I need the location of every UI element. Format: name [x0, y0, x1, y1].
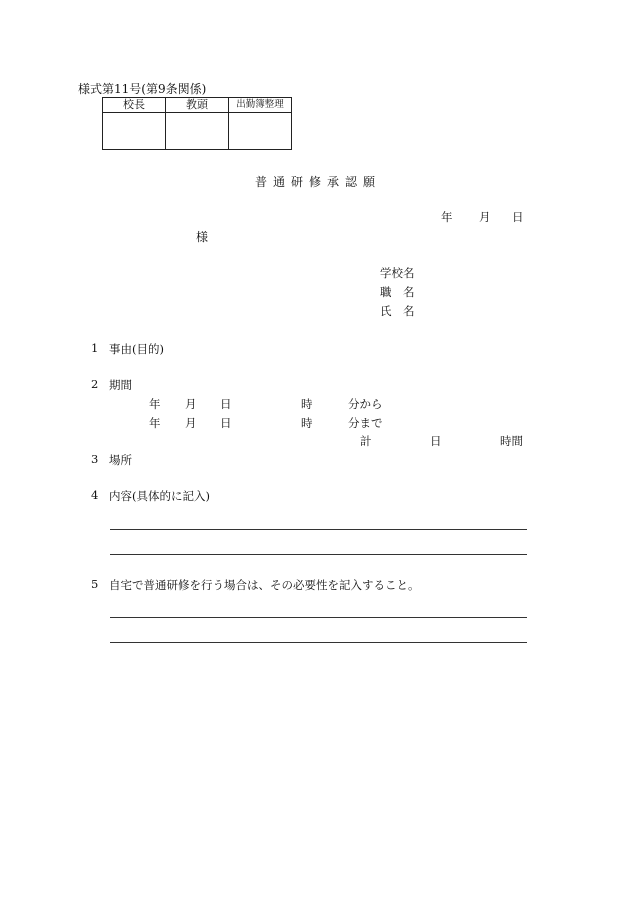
- school-name-label: 学校名: [380, 266, 415, 280]
- document-title: 普通研修承認願: [255, 175, 382, 189]
- position-label: 職 名: [380, 285, 415, 299]
- item-label: 自宅で普通研修を行う場合は、その必要性を記入すること。: [109, 578, 420, 592]
- period-to-day: 日: [220, 416, 232, 430]
- period-to-year: 年: [149, 416, 161, 430]
- period-to-month: 月: [185, 416, 197, 430]
- period-to-minute: 分まで: [348, 416, 383, 430]
- item-number: 4: [91, 488, 99, 502]
- period-from-day: 日: [220, 397, 232, 411]
- period-to-hour: 時: [301, 416, 313, 430]
- period-from-year: 年: [149, 397, 161, 411]
- form-number: 様式第11号(第9条関係): [78, 82, 207, 96]
- period-total-label: 計: [360, 434, 372, 448]
- approval-header-vice-principal: 教頭: [166, 98, 229, 113]
- date-year-label: 年: [441, 210, 453, 224]
- date-month-label: 月: [479, 210, 491, 224]
- addressee-suffix: 様: [196, 230, 209, 244]
- item-label: 場所: [109, 453, 132, 467]
- item-number: 2: [91, 377, 99, 391]
- item-label: 内容(具体的に記入): [109, 489, 210, 503]
- period-total-day: 日: [430, 434, 442, 448]
- content-entry-line[interactable]: [110, 554, 527, 555]
- applicant-name-label: 氏 名: [380, 304, 415, 318]
- period-total-hours: 時間: [500, 434, 523, 448]
- item-number: 3: [91, 452, 99, 466]
- approval-stamp-table: [102, 97, 292, 150]
- approval-header-principal: 校長: [103, 98, 166, 113]
- approval-stamp-cell-principal[interactable]: [103, 113, 166, 150]
- approval-stamp-cell-vice-principal[interactable]: [166, 113, 229, 150]
- item-label: 期間: [109, 378, 132, 392]
- item-label: 事由(目的): [109, 342, 164, 356]
- period-from-month: 月: [185, 397, 197, 411]
- period-from-minute: 分から: [348, 397, 383, 411]
- period-from-hour: 時: [301, 397, 313, 411]
- date-day-label: 日: [512, 210, 524, 224]
- home-training-entry-line[interactable]: [110, 617, 527, 618]
- approval-stamp-cell-attendance[interactable]: [229, 113, 292, 150]
- item-number: 5: [91, 577, 99, 591]
- approval-header-attendance: 出勤簿整理: [229, 98, 292, 113]
- item-number: 1: [91, 341, 99, 355]
- content-entry-line[interactable]: [110, 529, 527, 530]
- home-training-entry-line[interactable]: [110, 642, 527, 643]
